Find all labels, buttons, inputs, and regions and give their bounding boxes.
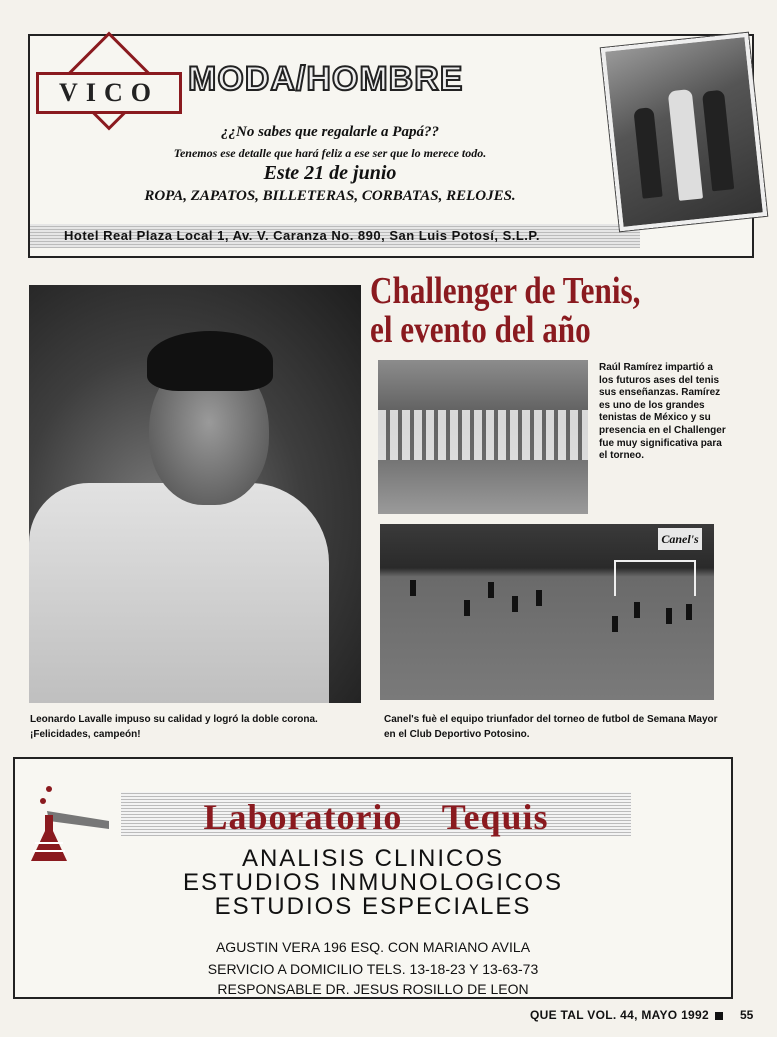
headline-line-2: el evento del año (370, 309, 591, 351)
square-bullet-icon (715, 1012, 723, 1020)
page-number: 55 (740, 1008, 754, 1022)
tennis-champion-photo (29, 285, 361, 703)
ad-date: Este 21 de junio (263, 162, 397, 184)
ad-headline: MODA/HOMBRE (188, 60, 464, 98)
lab-address: AGUSTIN VERA 196 ESQ. CON MARIANO AVILA (215, 939, 531, 955)
lab-name-bar (121, 792, 631, 836)
ad-store-photo (601, 33, 767, 231)
ad-address: Hotel Real Plaza Local 1, Av. V. Caranza No. 890, San Luis Potosí, S.L.P. (30, 224, 640, 248)
vico-logo (36, 50, 182, 132)
tennis-clinic-photo (378, 360, 588, 514)
champion-caption: Leonardo Lavalle impuso su calidad y logró la doble corona. ¡Felicidades, campeón! (30, 714, 318, 740)
canels-sign: Canel's (658, 528, 702, 550)
soccer-match-photo (380, 524, 714, 700)
service-3: ESTUDIOS ESPECIALES (214, 893, 532, 920)
ad-detail: Tenemos ese detalle que hará feliz a ese ser que lo merece todo. (173, 146, 487, 160)
tennis-clinic-caption: Raúl Ramírez impartió a los futuros ases del tenis sus enseñanzas. Ramírez es uno de los grandes tenistas de México y su presencia en el Challenger fue muy significativa para el torneo. (599, 362, 726, 462)
lab-name: Laboratorio Tequis (203, 797, 549, 837)
lab-responsible: RESPONSABLE DR. JESUS ROSILLO DE LEON (217, 981, 529, 997)
vico-advertisement (28, 34, 754, 258)
article-headline (370, 272, 641, 350)
ad-items: ROPA, ZAPATOS, BILLETERAS, CORBATAS, RELOJES. (144, 188, 516, 204)
page-footer (530, 1008, 727, 1022)
laboratorio-advertisement (13, 757, 733, 999)
publication-info: QUE TAL VOL. 44, MAYO 1992 (530, 1008, 709, 1022)
service-2: ESTUDIOS INMUNOLOGICOS (182, 869, 564, 896)
vico-logo-text: VICO (59, 78, 159, 107)
ad-question: ¿¿No sabes que regalarle a Papá?? (221, 124, 439, 140)
headline-line-1: Challenger de Tenis, (370, 270, 641, 312)
soccer-caption: Canel's fuè el equipo triunfador del torneo de futbol de Semana Mayor en el Club Deportivo Potosino. (384, 714, 718, 740)
lab-phones: SERVICIO A DOMICILIO TELS. 13-18-23 Y 13-63-73 (207, 961, 539, 977)
service-1: ANALISIS CLINICOS (241, 845, 505, 872)
